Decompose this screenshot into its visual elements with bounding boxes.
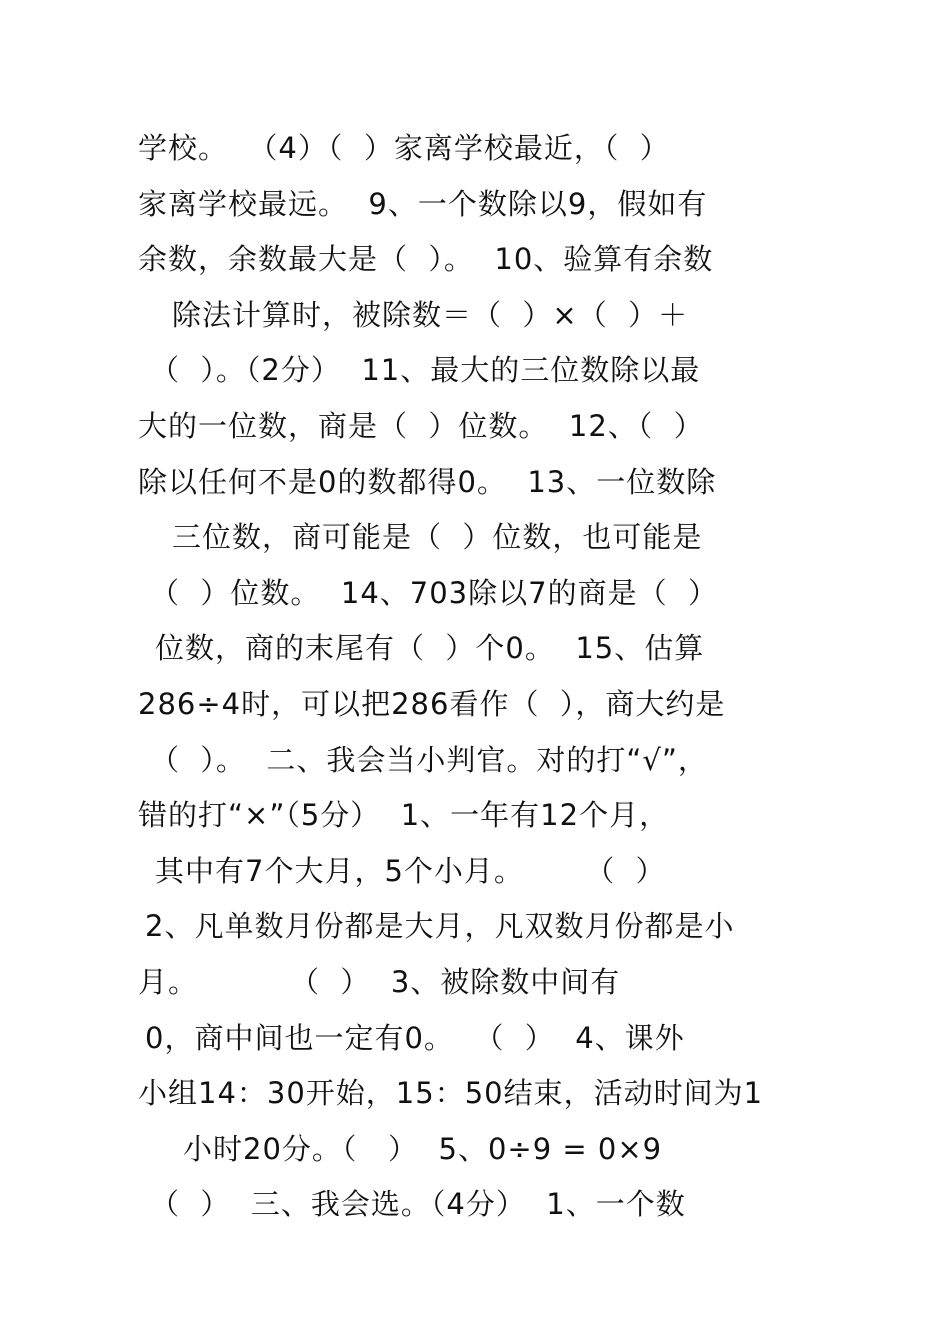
text-line: 三位数，商可能是（ ）位数，也可能是 [172, 520, 703, 554]
text-line: 家离学校最远。 9、一个数除以9，假如有 [138, 187, 708, 221]
text-line: 2、凡单数月份都是大月，凡双数月份都是小 [145, 909, 735, 943]
text-line: 余数，余数最大是（ ）。 10、验算有余数 [138, 242, 714, 276]
text-line: （ ）。（2分） 11、最大的三位数除以最 [150, 353, 701, 387]
text-line: 错的打“×”（5分） 1、一年有12个月， [138, 798, 670, 832]
text-line: （ ） 三、我会选。（4分） 1、一个数 [150, 1187, 686, 1221]
text-line: 学校。 （4）（ ）家离学校最近，（ ） [138, 131, 670, 165]
text-line: 除法计算时，被除数＝（ ）×（ ）＋ [172, 298, 689, 332]
text-line: 大的一位数，商是（ ）位数。 12、（ ） [138, 409, 704, 443]
text-line: （ ）。 二、我会当小判官。对的打“√”， [150, 743, 708, 777]
text-line: 除以任何不是0的数都得0。 13、一位数除 [138, 465, 717, 499]
text-line: 月。 （ ） 3、被除数中间有 [138, 965, 621, 999]
text-line: 其中有7个大月，5个小月。 （ ） [155, 854, 666, 888]
text-line: 0，商中间也一定有0。 （ ） 4、课外 [145, 1021, 685, 1055]
text-line: 小时20分。（ ） 5、0÷9 = 0×9 [183, 1132, 663, 1166]
text-line: 286÷4时，可以把286看作（ ），商大约是 [138, 687, 726, 721]
text-line: 小组14：30开始，15：50结束，活动时间为1 [138, 1076, 764, 1110]
text-line: （ ）位数。 14、703除以7的商是（ ） [150, 576, 719, 610]
text-line: 位数，商的末尾有（ ）个0。 15、估算 [155, 631, 705, 665]
